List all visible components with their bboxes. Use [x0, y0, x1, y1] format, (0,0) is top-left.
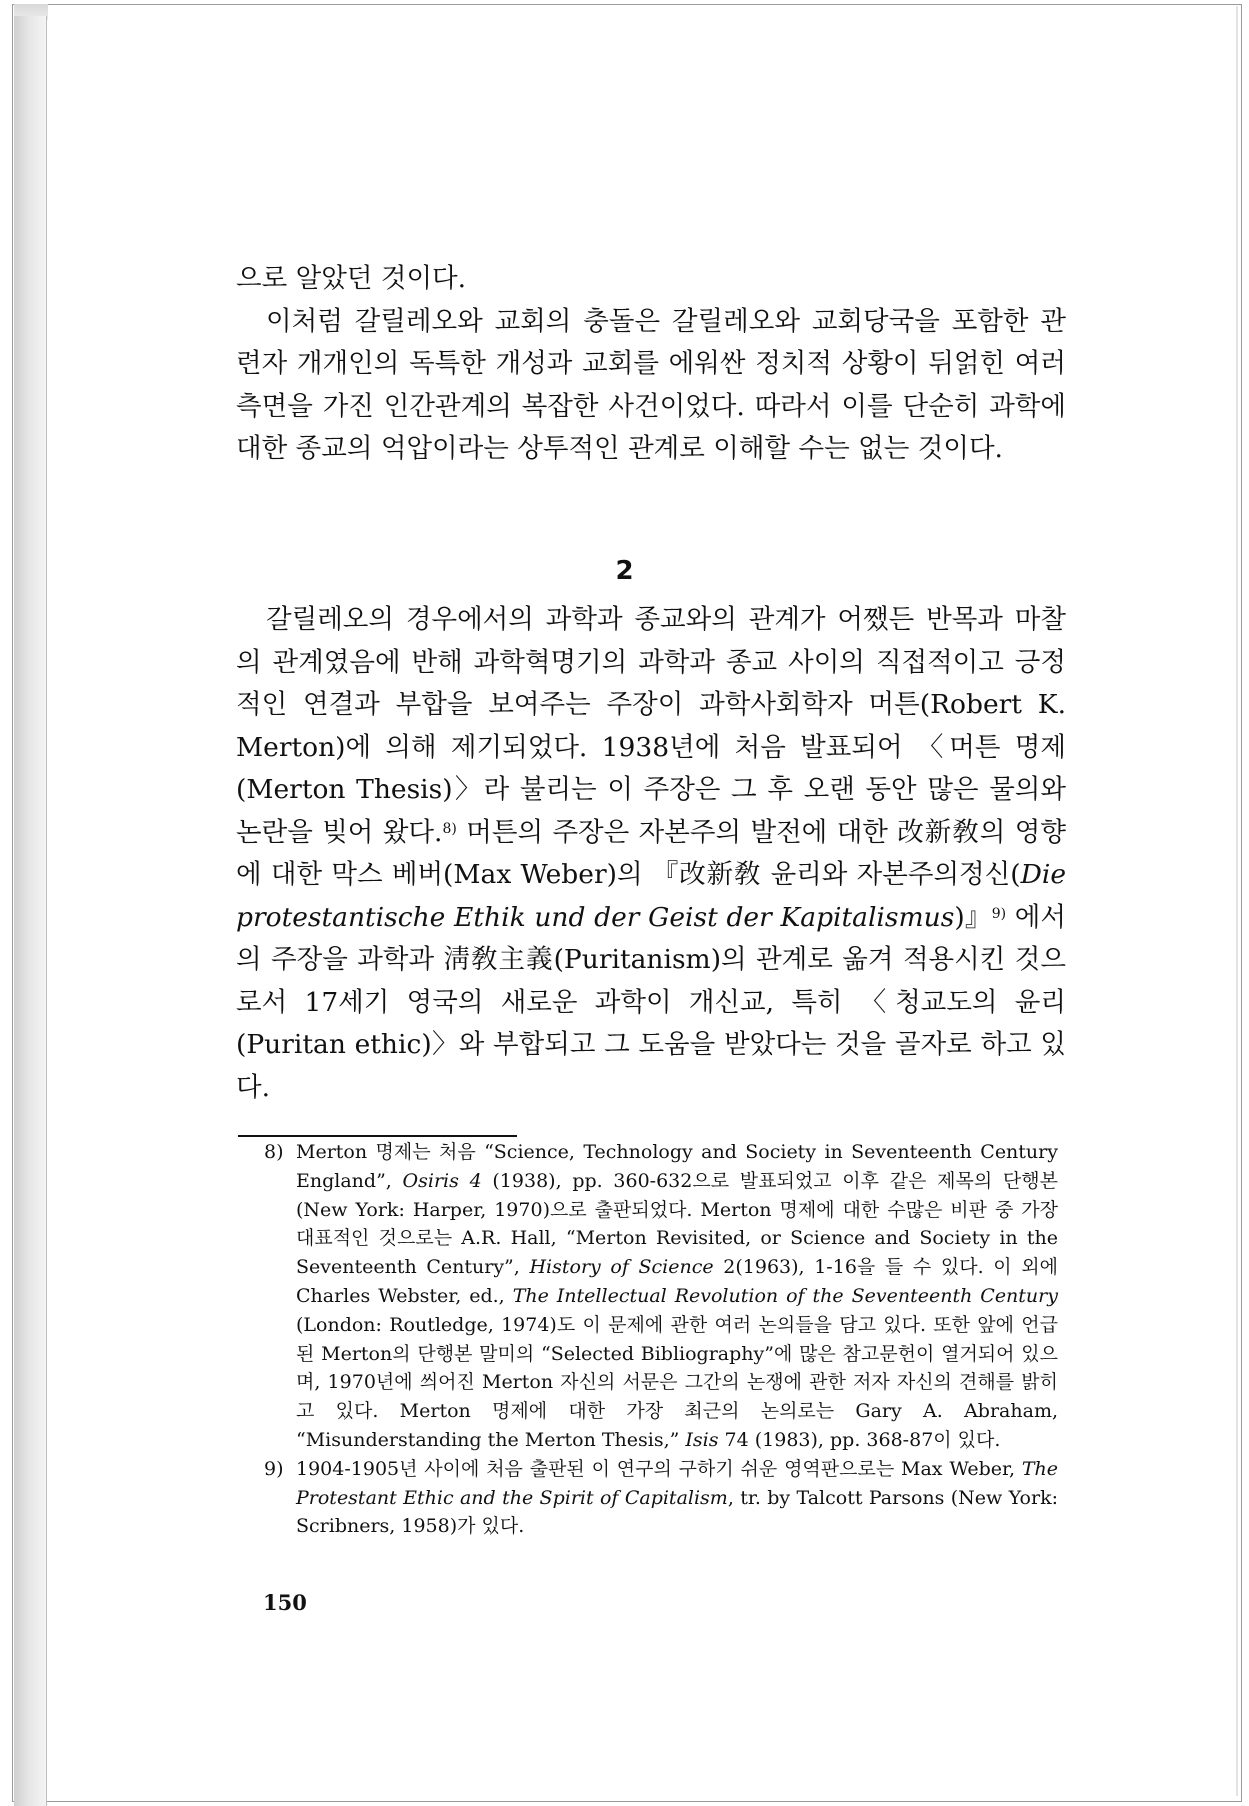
book-spine	[14, 16, 47, 1806]
journal-title: Osiris 4	[402, 1169, 482, 1192]
paragraph-text: 머튼의 주장은 자본주의 발전에 대한 改新敎의 영향에 대한 막스 베버(Max Weber)의 『改新敎 윤리와 자본주의정신(	[236, 816, 1066, 890]
footnote-8	[236, 1138, 1058, 1455]
page-number: 150	[263, 1590, 307, 1615]
footnotes	[236, 1138, 1058, 1541]
journal-title: Isis	[685, 1428, 719, 1451]
footnote-text: , tr. by Talcott Parsons (New York: Scribners, 1958)가 있다.	[296, 1486, 1058, 1538]
body-block-2	[236, 599, 1066, 1109]
footnote-ref-8: 8)	[442, 820, 457, 837]
paragraph-continued: 으로 알았던 것이다.	[236, 263, 467, 294]
footnote-ref-9: 9)	[991, 905, 1007, 922]
footnote-text: 74 (1983), pp. 368-87이 있다.	[718, 1428, 1001, 1451]
book-title: The Intellectual Revolution of the Seventeenth Century	[512, 1284, 1058, 1307]
footnote-text: (London: Routledge, 1974)도 이 문제에 관한 여러 논의들을 담고 있다. 또한 앞에 언급된 Merton의 단행본 말미의 “Selected Bibliography”에 많은 참고문헌이 열거되어 있으며, 1970년에 씌어진 Merton 자신의 서문은 그간의 논쟁에 관한 저자 자신의 견해를 밝히고 있다. Merton 명제에 대한 가장 최근의 논의로는 Gary A. Abraham, “Misunderstanding the Merton Thesis,”	[296, 1313, 1058, 1451]
body-block-1	[236, 258, 1066, 471]
section-number: 2	[615, 556, 634, 586]
paragraph-merton-thesis	[236, 599, 1066, 1109]
book-title: The Protestant Ethic and the Spirit of Capitalism	[296, 1457, 1058, 1509]
paragraph-text: )』	[954, 901, 992, 933]
paragraph-conflict-summary: 이처럼 갈릴레오와 교회의 충돌은 갈릴레오와 교회당국을 포함한 관련자 개개인의 독특한 개성과 교회를 에워싼 정치적 상황이 뒤얽힌 여러 측면을 가진 인간관계의 복잡한 사건이었다. 따라서 이를 단순히 과학에 대한 종교의 억압이라는 상투적인 관계로 이해할 수는 없는 것이다.	[236, 305, 1066, 464]
footnote-divider	[238, 1135, 517, 1137]
footnote-9	[236, 1455, 1058, 1541]
paragraph-text: 에서의 주장을 과학과 淸敎主義(Puritanism)의 관계로 옮겨 적용시킨 것으로서 17세기 영국의 새로운 과학이 개신교, 특히 〈청교도의 윤리(Puritan ethic)〉와 부합되고 그 도움을 받았다는 것을 골자로 하고 있다.	[236, 901, 1066, 1103]
journal-title: History of Science	[529, 1256, 714, 1279]
footnote-text: 2(1963), 1-16을 들 수 있다. 이 외에 Charles Webster, ed.,	[296, 1256, 1059, 1307]
paragraph-text: 갈릴레오의 경우에서의 과학과 종교와의 관계가 어쨌든 반목과 마찰의 관계였음에 반해 과학혁명기의 과학과 종교 사이의 직접적이고 긍정적인 연결과 부합을 보여주는 주장이 과학사회학자 머튼(Robert K. Merton)에 의해 제기되었다. 1938년에 처음 발표되어 〈머튼 명제(Merton Thesis)〉라 불리는 이 주장은 그 후 오랜 동안 많은 물의와 논란을 빚어 왔다.	[236, 604, 1066, 848]
footnote-text: Merton 명제는 처음 “Science, Technology and Society in Seventeenth Century England”,	[296, 1141, 1058, 1192]
book-title-german: Die protestantische Ethik und der Geist der Kapitalismus	[236, 859, 1066, 933]
footnote-number: 8)	[264, 1141, 284, 1163]
footnote-number: 9)	[264, 1457, 284, 1480]
footnote-text: (1938), pp. 360-632으로 발표되었고 이후 같은 제목의 단행본(New York: Harper, 1970)으로 출판되었다. Merton 명제에 대한 수많은 비판 중 가장 대표적인 것으로는 A.R. Hall, “Merton Revisited, or Science and Society in the Seventeenth Century”,	[296, 1169, 1058, 1279]
footnote-text: 1904-1905년 사이에 처음 출판된 이 연구의 구하기 쉬운 영역판으로는 Max Weber,	[296, 1457, 1022, 1480]
